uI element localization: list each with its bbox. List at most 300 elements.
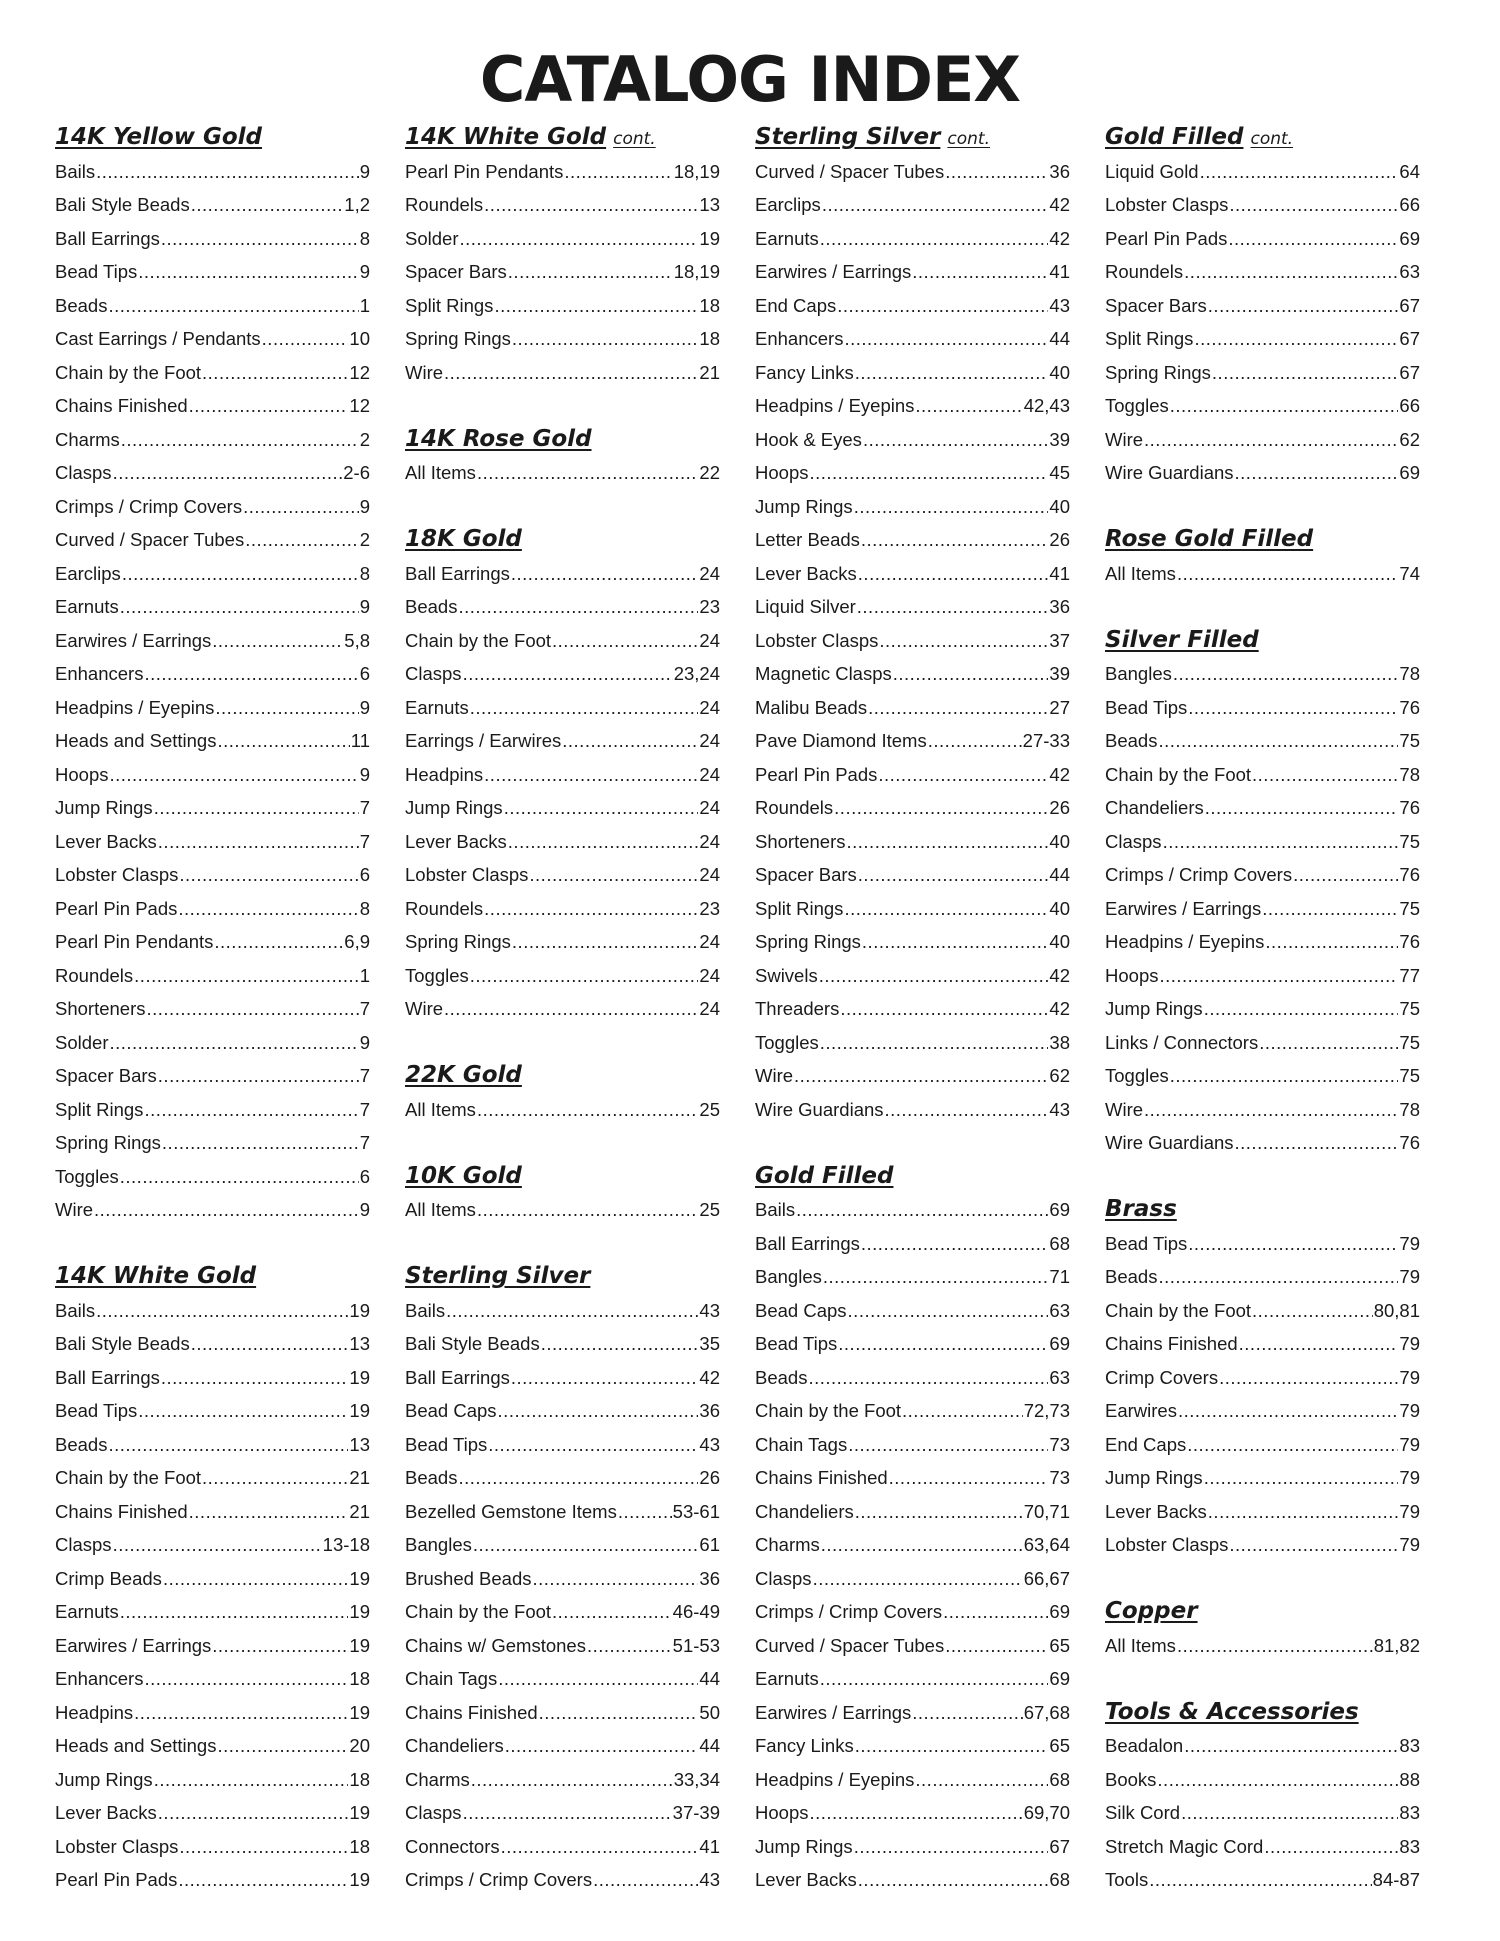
section-heading <box>405 1160 720 1194</box>
entry-page-number: 23 <box>699 596 720 617</box>
dot-leader <box>189 389 349 423</box>
entry-name: Chain by the Foot <box>55 361 202 383</box>
dot-leader <box>1144 1093 1398 1127</box>
dot-leader <box>463 657 673 691</box>
entry-page-number: 76 <box>1399 864 1420 885</box>
entry-page-number: 33,34 <box>673 1768 720 1790</box>
index-section <box>755 121 1070 1126</box>
entry-name: Wire <box>1105 1098 1144 1120</box>
entry-name: Malibu Beads <box>755 696 868 718</box>
section-heading <box>405 523 720 557</box>
entry-name: Bali Style Beads <box>405 1333 540 1354</box>
entry-page-number: 36 <box>699 1567 720 1589</box>
index-section <box>755 1160 1070 1897</box>
entry-name: Earwires / Earrings <box>55 629 212 651</box>
entry-name: Bali Style Beads <box>55 1333 190 1354</box>
section-heading <box>1105 1595 1420 1629</box>
entry-name: Wire Guardians <box>755 1098 884 1120</box>
section-heading <box>55 1260 370 1294</box>
dot-leader <box>943 1595 1048 1629</box>
index-entry <box>1105 925 1420 959</box>
entry-name: Crimps / Crimp Covers <box>405 1869 593 1890</box>
section-title: Sterling Silver <box>405 1263 591 1289</box>
entry-name: Hoops <box>755 462 809 483</box>
entry-page-number: 80,81 <box>1373 1299 1420 1321</box>
entry-name: Bead Tips <box>405 1433 488 1455</box>
index-entry <box>55 222 370 256</box>
entry-name: Roundels <box>755 797 834 818</box>
index-entry <box>1105 423 1420 457</box>
entry-page-number: 24 <box>699 964 720 986</box>
dot-leader <box>1177 1629 1373 1663</box>
entry-page-number: 24 <box>699 562 720 584</box>
index-entry <box>55 791 370 825</box>
entry-page-number: 79 <box>1399 1534 1420 1555</box>
entry-name: Earclips <box>55 562 121 584</box>
entry-page-number: 67 <box>1049 1835 1070 1857</box>
index-entry <box>405 758 720 792</box>
dot-leader <box>161 1361 349 1395</box>
entry-name: All Items <box>1105 1634 1176 1656</box>
dot-leader <box>108 1428 348 1462</box>
index-entry <box>1105 1629 1420 1663</box>
entry-name: Jump Rings <box>405 797 503 818</box>
index-entry <box>405 1796 720 1830</box>
dot-leader <box>446 1294 698 1328</box>
dot-leader <box>912 1696 1022 1730</box>
dot-leader <box>1158 724 1398 758</box>
dot-leader <box>915 1763 1048 1797</box>
index-section <box>405 1160 720 1227</box>
index-entry <box>1105 255 1420 289</box>
index-entry <box>1105 959 1420 993</box>
index-entry <box>55 1863 370 1897</box>
dot-leader <box>902 1394 1023 1428</box>
dot-leader <box>144 657 358 691</box>
entry-page-number: 65 <box>1049 1735 1070 1756</box>
entry-name: Earwires / Earrings <box>755 261 912 282</box>
index-entry <box>755 255 1070 289</box>
entry-name: Hook & Eyes <box>755 428 862 450</box>
entry-name: Headpins / Eyepins <box>55 696 215 718</box>
section-title: 14K Rose Gold <box>405 425 592 452</box>
section-title: Gold Filled <box>1105 124 1244 150</box>
entry-name: Enhancers <box>755 328 844 349</box>
entry-name: Ball Earrings <box>55 227 160 249</box>
index-section <box>1105 1696 1420 1897</box>
dot-leader <box>1149 1863 1371 1897</box>
dot-leader <box>484 892 698 926</box>
section-heading <box>1105 523 1420 557</box>
dot-leader <box>217 1729 348 1763</box>
entry-page-number: 79 <box>1399 1266 1420 1287</box>
dot-leader <box>855 1729 1049 1763</box>
index-entry <box>1105 188 1420 222</box>
dot-leader <box>1170 389 1399 423</box>
index-entry <box>1105 1126 1420 1160</box>
index-entry <box>405 456 720 490</box>
entry-page-number: 42 <box>1049 763 1070 785</box>
index-entry <box>1105 155 1420 189</box>
entry-name: Beads <box>55 294 108 316</box>
entry-name: Headpins / Eyepins <box>755 395 915 416</box>
entry-name: Clasps <box>1105 830 1162 852</box>
entry-name: Liquid Gold <box>1105 160 1199 182</box>
entry-page-number: 19 <box>349 1601 370 1622</box>
dot-leader <box>138 1394 348 1428</box>
index-entry <box>55 758 370 792</box>
index-section <box>405 423 720 490</box>
dot-leader <box>473 1528 699 1562</box>
entry-name: Headpins / Eyepins <box>755 1768 915 1790</box>
entry-name: Spacer Bars <box>405 261 507 282</box>
entry-page-number: 79 <box>1399 1500 1420 1522</box>
index-entry <box>755 188 1070 222</box>
index-entry <box>755 1696 1070 1730</box>
dot-leader <box>245 523 358 557</box>
index-entry <box>1105 1260 1420 1294</box>
index-entry <box>55 925 370 959</box>
entry-page-number: 27 <box>1049 696 1070 718</box>
dot-leader <box>858 1863 1049 1897</box>
index-entry <box>55 691 370 725</box>
section-heading <box>405 423 720 457</box>
index-entry <box>1105 222 1420 256</box>
section-title: Silver Filled <box>1105 626 1259 653</box>
index-entry <box>405 1428 720 1462</box>
entry-page-number: 42 <box>699 1366 720 1388</box>
dot-leader <box>838 1327 1048 1361</box>
index-entry <box>405 1495 720 1529</box>
index-entry <box>55 1796 370 1830</box>
index-entry <box>1105 356 1420 390</box>
index-entry <box>755 1863 1070 1897</box>
entry-name: Spring Rings <box>405 931 511 952</box>
index-entry <box>755 1327 1070 1361</box>
index-entry <box>1105 1294 1420 1328</box>
entry-name: Charms <box>755 1534 820 1555</box>
entry-name: Split Rings <box>55 1098 144 1120</box>
index-entry <box>55 858 370 892</box>
section-heading <box>755 1160 1070 1194</box>
dot-leader <box>1194 322 1398 356</box>
index-entry <box>55 1059 370 1093</box>
dot-leader <box>1293 858 1398 892</box>
entry-page-number: 74 <box>1399 562 1420 584</box>
dot-leader <box>109 758 358 792</box>
index-entry <box>405 1595 720 1629</box>
index-entry <box>55 557 370 591</box>
dot-leader <box>217 724 349 758</box>
entry-name: Fancy Links <box>755 1735 854 1756</box>
entry-page-number: 79 <box>1399 1366 1420 1388</box>
entry-name: Spacer Bars <box>755 864 857 885</box>
index-entry <box>755 1361 1070 1395</box>
dot-leader <box>505 1729 699 1763</box>
entry-page-number: 19 <box>349 1299 370 1321</box>
entry-page-number: 83 <box>1399 1835 1420 1857</box>
index-entry <box>405 858 720 892</box>
dot-leader <box>813 1562 1023 1596</box>
entry-page-number: 81,82 <box>1373 1634 1420 1656</box>
entry-page-number: 63 <box>1399 261 1420 282</box>
dot-leader <box>1144 423 1398 457</box>
entry-name: Pearl Pin Pads <box>755 763 878 785</box>
entry-name: Lever Backs <box>755 1869 857 1890</box>
index-entry <box>405 925 720 959</box>
section-title: 10K Gold <box>405 1162 522 1189</box>
dot-leader <box>1173 657 1399 691</box>
entry-name: Clasps <box>55 1534 112 1555</box>
entry-page-number: 2 <box>359 428 370 450</box>
dot-leader <box>477 1193 698 1227</box>
section-heading <box>55 121 370 155</box>
index-entry <box>405 1327 720 1361</box>
entry-name: Beads <box>1105 1266 1158 1287</box>
entry-page-number: 78 <box>1399 663 1420 684</box>
index-entry <box>755 657 1070 691</box>
entry-name: Bead Caps <box>755 1299 847 1321</box>
dot-leader <box>134 959 359 993</box>
dot-leader <box>1235 1126 1399 1160</box>
dot-leader <box>1252 758 1398 792</box>
dot-leader <box>854 1830 1049 1864</box>
entry-name: Lobster Clasps <box>755 629 879 651</box>
dot-leader <box>154 791 359 825</box>
entry-page-number: 43 <box>699 1299 720 1321</box>
entry-name: Jump Rings <box>1105 998 1203 1019</box>
index-entry <box>755 959 1070 993</box>
entry-page-number: 79 <box>1399 1433 1420 1455</box>
dot-leader <box>1229 188 1398 222</box>
entry-page-number: 76 <box>1399 696 1420 718</box>
entry-name: Lever Backs <box>55 1802 157 1823</box>
dot-leader <box>844 322 1048 356</box>
index-entry <box>755 1026 1070 1060</box>
entry-name: Earrings / Earwires <box>405 730 562 751</box>
entry-name: Earnuts <box>55 1601 119 1622</box>
entry-page-number: 6 <box>359 663 370 684</box>
index-entry <box>55 1126 370 1160</box>
entry-name: Shorteners <box>755 830 846 852</box>
entry-page-number: 76 <box>1399 1132 1420 1153</box>
index-entry <box>55 1562 370 1596</box>
index-entry <box>755 1562 1070 1596</box>
index-entry <box>755 557 1070 591</box>
dot-leader <box>484 758 698 792</box>
entry-name: Split Rings <box>1105 328 1194 349</box>
index-entry <box>755 1428 1070 1462</box>
dot-leader <box>458 590 698 624</box>
index-entry <box>55 992 370 1026</box>
entry-page-number: 67 <box>1399 328 1420 349</box>
entry-page-number: 72,73 <box>1023 1400 1070 1421</box>
entry-name: Roundels <box>405 897 484 919</box>
index-entry <box>755 1528 1070 1562</box>
index-entry <box>755 624 1070 658</box>
dot-leader <box>498 1394 699 1428</box>
dot-leader <box>477 456 698 490</box>
entry-name: Chains Finished <box>55 1500 188 1522</box>
entry-name: Lobster Clasps <box>405 864 529 885</box>
index-column-4 <box>1105 121 1420 1897</box>
index-entry <box>1105 657 1420 691</box>
entry-page-number: 40 <box>1049 897 1070 919</box>
index-entry <box>55 1428 370 1462</box>
index-entry <box>755 1830 1070 1864</box>
dot-leader <box>821 1528 1023 1562</box>
index-entry <box>55 188 370 222</box>
dot-leader <box>915 389 1022 423</box>
entry-name: Bead Tips <box>755 1333 838 1354</box>
entry-page-number: 8 <box>359 897 370 919</box>
entry-name: Spring Rings <box>55 1132 161 1153</box>
index-entry <box>1105 1026 1420 1060</box>
dot-leader <box>879 624 1048 658</box>
entry-page-number: 37 <box>1049 629 1070 651</box>
section-continued-label: cont. <box>947 129 990 149</box>
index-entry <box>55 825 370 859</box>
index-entry <box>755 1193 1070 1227</box>
index-column-2 <box>405 121 720 1897</box>
dot-leader <box>96 155 359 189</box>
entry-page-number: 42,43 <box>1023 395 1070 416</box>
index-entry <box>55 1394 370 1428</box>
index-section <box>1105 523 1420 590</box>
entry-page-number: 73 <box>1049 1433 1070 1455</box>
dot-leader <box>552 1595 672 1629</box>
index-section <box>1105 1193 1420 1562</box>
index-entry <box>755 289 1070 323</box>
index-entry <box>55 1729 370 1763</box>
dot-leader <box>1264 1830 1398 1864</box>
section-heading <box>1105 1193 1420 1227</box>
dot-leader <box>820 1662 1049 1696</box>
entry-name: Beadalon <box>1105 1735 1184 1756</box>
dot-leader <box>819 959 1049 993</box>
entry-page-number: 43 <box>699 1433 720 1455</box>
dot-leader <box>158 1796 349 1830</box>
entry-page-number: 9 <box>359 495 370 517</box>
entry-page-number: 19 <box>349 1701 370 1723</box>
entry-page-number: 25 <box>699 1199 720 1220</box>
index-entry <box>1105 1495 1420 1529</box>
dot-leader <box>113 456 343 490</box>
index-entry <box>1105 1528 1420 1562</box>
dot-leader <box>511 1361 699 1395</box>
dot-leader <box>1188 1227 1398 1261</box>
entry-name: Clasps <box>55 462 112 483</box>
dot-leader <box>1181 1796 1398 1830</box>
dot-leader <box>1184 1729 1398 1763</box>
index-entry <box>55 892 370 926</box>
dot-leader <box>855 1495 1023 1529</box>
index-entry <box>55 423 370 457</box>
section-title: 14K White Gold <box>405 124 607 150</box>
index-entry <box>405 1763 720 1797</box>
dot-leader <box>1170 1059 1399 1093</box>
entry-name: Chains Finished <box>1105 1333 1238 1354</box>
dot-leader <box>144 1662 348 1696</box>
entry-name: Chandeliers <box>405 1735 504 1756</box>
dot-leader <box>868 691 1048 725</box>
entry-name: All Items <box>1105 562 1176 584</box>
dot-leader <box>471 1763 673 1797</box>
section-heading <box>1105 121 1420 155</box>
dot-leader <box>885 1093 1049 1127</box>
entry-name: Crimps / Crimp Covers <box>755 1601 943 1622</box>
index-entry <box>755 1662 1070 1696</box>
entry-name: Ball Earrings <box>755 1232 860 1254</box>
dot-leader <box>1158 1260 1398 1294</box>
index-entry <box>755 758 1070 792</box>
entry-name: Crimps / Crimp Covers <box>1105 864 1293 885</box>
entry-page-number: 69 <box>1399 462 1420 483</box>
entry-name: Crimp Beads <box>55 1567 162 1589</box>
dot-leader <box>822 188 1049 222</box>
dot-leader <box>113 1528 322 1562</box>
entry-page-number: 46-49 <box>672 1601 720 1622</box>
entry-page-number: 9 <box>359 261 370 282</box>
dot-leader <box>484 188 698 222</box>
entry-page-number: 44 <box>1049 864 1070 885</box>
index-entry <box>755 590 1070 624</box>
entry-name: Headpins <box>55 1701 134 1723</box>
entry-name: Ball Earrings <box>405 562 510 584</box>
dot-leader <box>212 1629 348 1663</box>
dot-leader <box>120 1595 349 1629</box>
entry-name: Chain by the Foot <box>755 1400 902 1421</box>
index-entry <box>405 289 720 323</box>
entry-name: Spring Rings <box>755 931 861 952</box>
dot-leader <box>847 825 1049 859</box>
entry-page-number: 79 <box>1399 1333 1420 1354</box>
entry-page-number: 69 <box>1049 1333 1070 1354</box>
index-entry <box>1105 1796 1420 1830</box>
index-entry <box>755 1729 1070 1763</box>
section-title: 14K White Gold <box>55 1263 257 1289</box>
index-entry <box>55 624 370 658</box>
index-entry <box>755 1394 1070 1428</box>
entry-page-number: 61 <box>699 1534 720 1555</box>
entry-page-number: 22 <box>699 462 720 483</box>
section-heading <box>1105 624 1420 658</box>
entry-name: All Items <box>405 1098 476 1120</box>
entry-name: Roundels <box>405 194 484 215</box>
dot-leader <box>857 590 1049 624</box>
index-entry <box>405 557 720 591</box>
entry-name: Crimp Covers <box>1105 1366 1219 1388</box>
entry-page-number: 50 <box>699 1701 720 1723</box>
section-title: 18K Gold <box>405 526 522 552</box>
entry-page-number: 68 <box>1049 1869 1070 1890</box>
dot-leader <box>96 1294 348 1328</box>
entry-page-number: 10 <box>349 328 370 349</box>
entry-page-number: 69 <box>1049 1601 1070 1622</box>
entry-page-number: 36 <box>1049 596 1070 617</box>
entry-name: Spacer Bars <box>1105 294 1207 316</box>
entry-page-number: 19 <box>349 1400 370 1421</box>
index-entry <box>55 1528 370 1562</box>
entry-name: Ball Earrings <box>405 1366 510 1388</box>
entry-name: Jump Rings <box>55 797 153 818</box>
index-entry <box>1105 992 1420 1026</box>
entry-page-number: 5,8 <box>344 629 370 651</box>
dot-leader <box>444 992 698 1026</box>
entry-name: Wire Guardians <box>1105 462 1234 483</box>
entry-name: Beads <box>55 1433 108 1455</box>
dot-leader <box>108 289 358 323</box>
